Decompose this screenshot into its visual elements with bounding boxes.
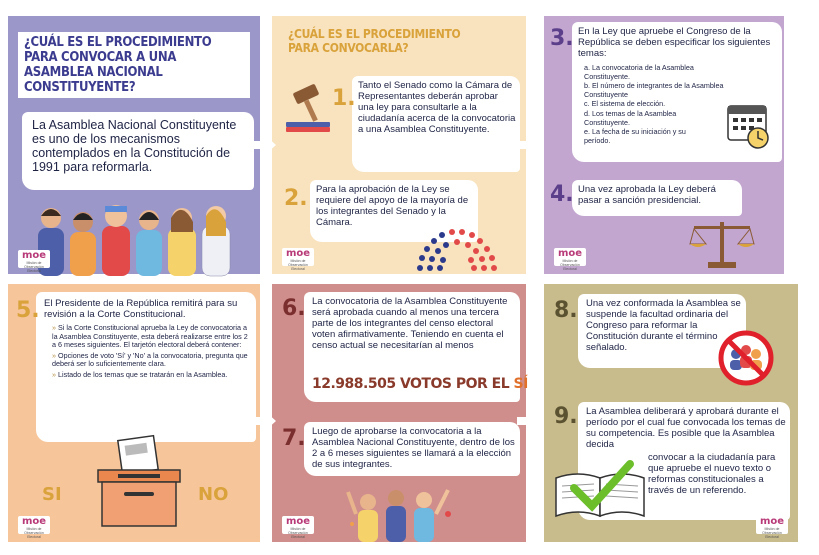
step3-topic-list (584, 64, 724, 145)
step3-topic-c: c. El sistema de elección. (584, 99, 666, 109)
gavel-icon (282, 84, 338, 136)
person-3 (102, 205, 130, 276)
ballot-box-icon (94, 434, 184, 530)
person-5 (168, 208, 196, 276)
panel-intro-body: La Asamblea Nacional Constituyente es uno de los mecanismos contemplados en la Constitución de 1991 para reformarla. (32, 118, 237, 174)
step5-detail-3: » Listado de los temas que se tratarán en la Asamblea. (52, 371, 248, 380)
person-4 (136, 210, 162, 276)
moe-logo: moe Misión de Observación Electoral (554, 248, 586, 266)
panel-step-5 (8, 284, 260, 542)
step4-text: Una vez aprobada la Ley deberá pasar a sanción presidencial. (578, 184, 716, 206)
arrow-right-icon (517, 136, 539, 154)
step2-number: 2. (284, 186, 308, 211)
panel-steps-3-4 (544, 16, 784, 274)
panel-steps-6-7 (272, 284, 526, 542)
step3-topic-a: a. La convocatoria de la Asamblea Constituyente. (584, 63, 694, 81)
panel-steps-1-2-title: ¿CUÁL ES EL PROCEDIMIENTO PARA CONVOCARLA? (288, 27, 461, 55)
scales-of-justice-icon (690, 216, 754, 272)
step9-text-b: convocar a la ciudadanía para que apruebe el nuevo texto o reformas constitucionales a través de un referendo. (648, 452, 776, 496)
step9-text-a: La Asamblea deliberará y aprobará durante el período por el cual fue convocada los temas de su competencia. Es posible que la Asamblea decida (586, 406, 786, 450)
celebrating-people-illustration (348, 484, 458, 542)
panel-steps-8-9 (544, 284, 798, 542)
step5-number: 5. (16, 298, 40, 323)
arrow-right-icon (254, 412, 276, 430)
panel-steps-1-2 (272, 16, 526, 274)
panel-intro-title: ¿CUÁL ES EL PROCEDIMIENTO PARA CONVOCAR A UNA ASAMBLEA NACIONAL CONSTITUYENTE? (24, 35, 212, 95)
person-6 (202, 206, 230, 276)
panel-steps-1-2-title-box (282, 24, 472, 58)
prohibited-group-icon (718, 330, 774, 386)
step4-number: 4. (550, 182, 574, 207)
open-book-check-icon (552, 462, 648, 520)
arrow-right-icon (254, 136, 276, 154)
person-2 (70, 212, 96, 276)
moe-logo: moe Misión de Observación Electoral (18, 250, 50, 268)
calendar-icon (726, 100, 772, 150)
moe-logo: moe Misión de Observación Electoral (756, 516, 788, 534)
step8-text: Una vez conformada la Asamblea se suspende la facultad ordinaria del Congreso para reformar la Constitución durante el término señalado. (586, 298, 741, 353)
step3-intro: En la Ley que apruebe el Congreso de la República se deben especificar los siguientes temas: (578, 26, 771, 59)
ballot-option-si: SI (42, 484, 62, 505)
step2-text: Para la aprobación de la Ley se requiere del apoyo de la mayoría de los integrantes del Senado y la Cámara. (316, 184, 469, 228)
step5-detail-1: » Si la Corte Constitucional aprueba la Ley de convocatoria a la Asamblea Constituyente, esta deberá realizarse entre los 2 a 6 meses siguientes. El tarjetón electoral deberá contener: (52, 324, 248, 350)
step3-topic-e: e. La fecha de su iniciación y su período. (584, 127, 686, 145)
step3-topic-b: b. El número de integrantes de la Asamblea Constituyente (584, 81, 724, 99)
moe-logo: moe Misión de Observación Electoral (282, 516, 314, 534)
step6-number: 6. (282, 296, 306, 321)
step3-number: 3. (550, 26, 574, 51)
step5-text: El Presidente de la República remitirá para su revisión a la Corte Constitucional. (44, 298, 238, 320)
step9-number: 9. (554, 404, 578, 429)
step7-number: 7. (282, 426, 306, 451)
people-illustration (26, 192, 256, 276)
step3-topic-d: d. Los temas de la Asamblea Constituyente. (584, 108, 677, 127)
step1-text: Tanto el Senado como la Cámara de Representantes deberán aprobar una ley para consultarle a la ciudadanía acerca de la convocatoria a una Asamblea Constituyente. (358, 80, 516, 135)
step5-detail-2: » Opciones de voto 'Sí' y 'No' a la convocatoria, pregunta que deberá ser lo suficientemente clara. (52, 352, 248, 369)
arrow-right-icon (785, 136, 807, 154)
arrow-right-icon (517, 412, 539, 430)
ballot-option-no: NO (198, 484, 229, 505)
step8-number: 8. (554, 298, 578, 323)
step5-details (52, 324, 248, 380)
votes-required-text: 12.988.505 VOTOS POR EL (312, 376, 510, 392)
parliament-hemicycle-icon (412, 226, 502, 272)
votes-required (312, 376, 528, 392)
step1-number: 1. (332, 86, 356, 111)
moe-logo: moe Misión de Observación Electoral (282, 248, 314, 266)
step7-text: Luego de aprobarse la convocatoria a la Asamblea Nacional Constituyente, dentro de los 2 a 6 meses siguientes se llamará a la elección de sus integrantes. (312, 426, 515, 470)
step6-text: La convocatoria de la Asamblea Constituyente será aprobada cuando al menos una tercera parte de los integrantes del censo electoral voten afirmativamente. Teniendo en cuenta el censo actual se necesitarían al menos (312, 296, 508, 351)
votes-required-si: SÍ (513, 376, 528, 392)
panel-intro-title-box (18, 32, 250, 98)
panel-intro (8, 16, 260, 274)
moe-logo: moe Misión de Observación Electoral (18, 516, 50, 534)
